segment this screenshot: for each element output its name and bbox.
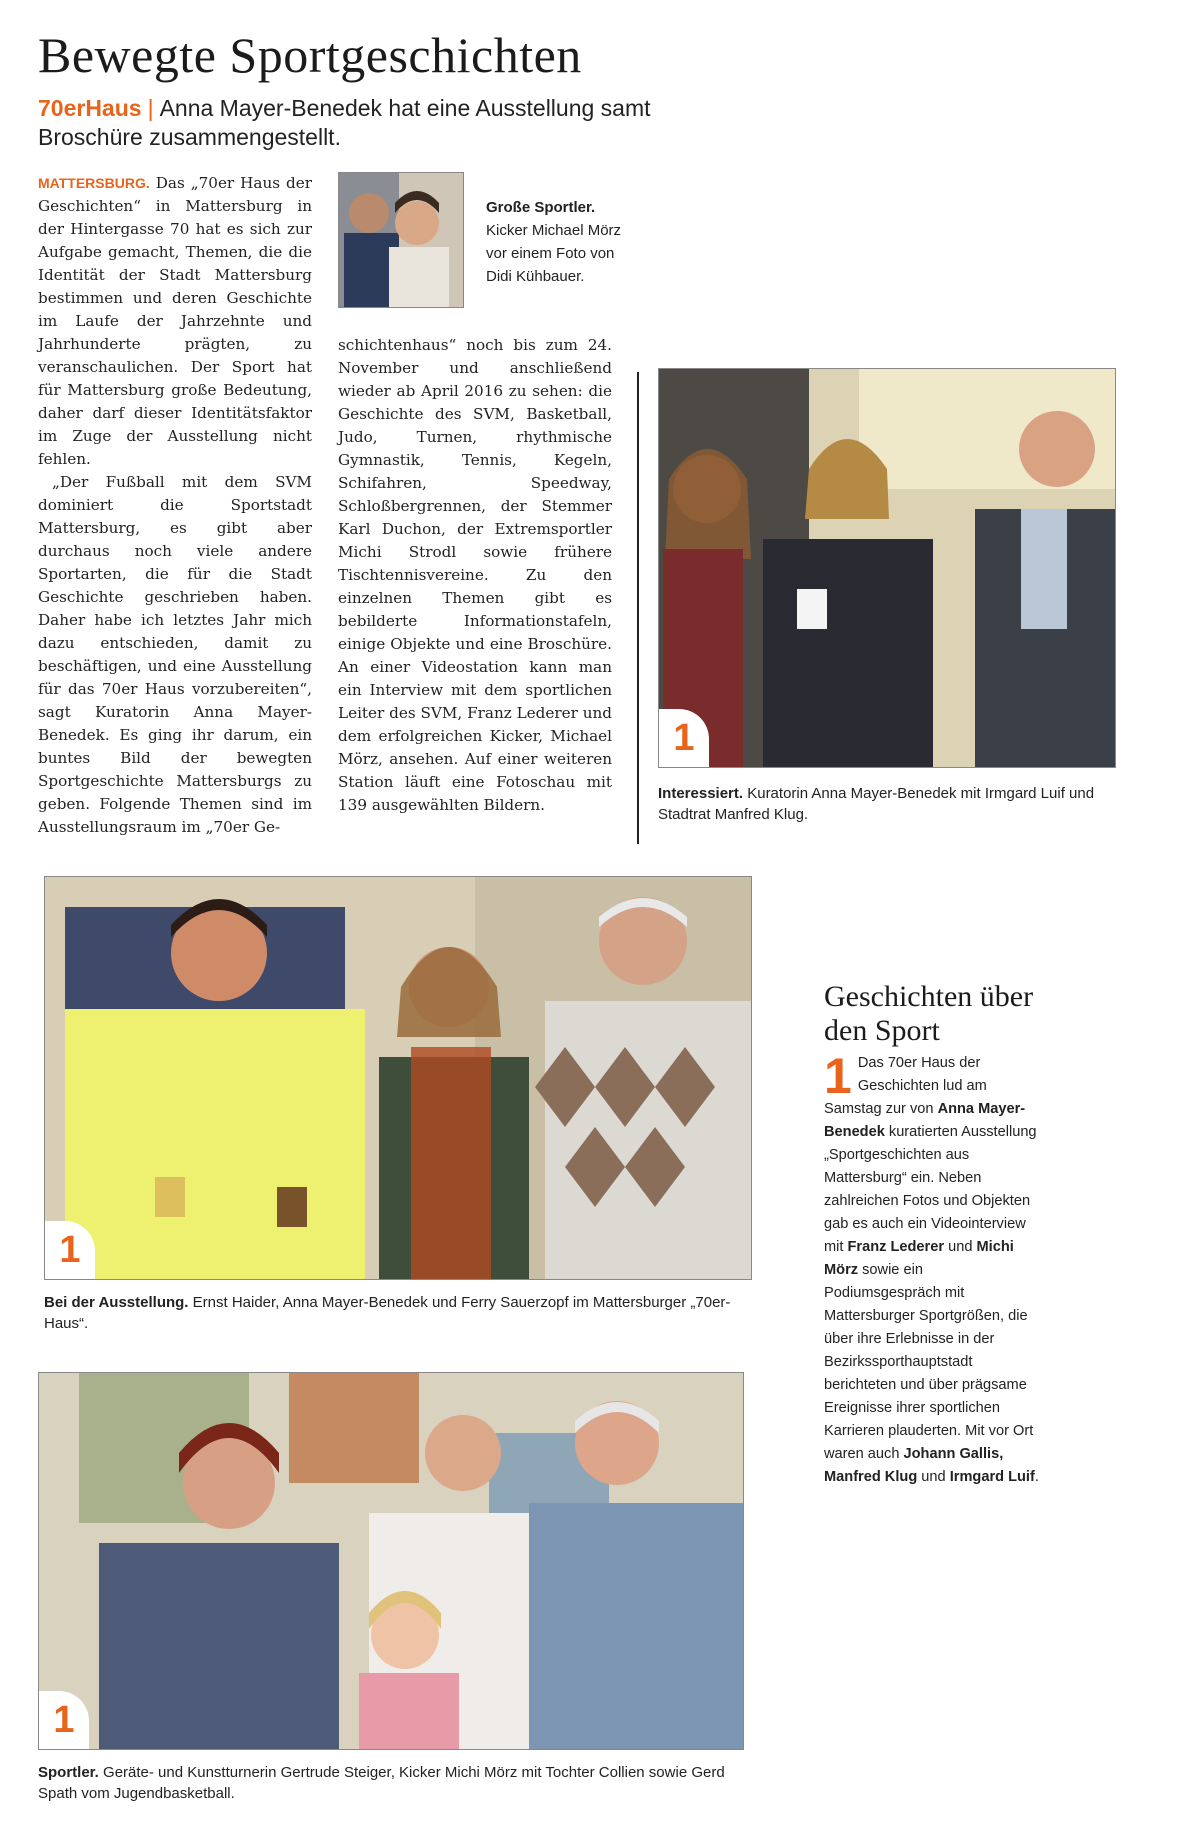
article-paragraph-2: „Der Fußball mit dem SVM dominiert die Sportstadt Mattersburg, es gibt aber durchaus noch viele andere Sportarten, die für die Stadt Geschichte geschrieben haben. Daher habe ich letztes Jahr mich dazu entschieden, damit zu beschäftigen, und eine Ausstellung für das 70er Haus vorzubereiten“, sagt Kuratorin Anna Mayer-Benedek. Es ging ihr darum, ein buntes Bild der bewegten Sportgeschichte Mattersburgs zu geben. Folgende Themen sind im Ausstellungsraum im „70er Ge-	[38, 473, 312, 836]
sidebar-name-bold: Irmgard Luif	[949, 1469, 1035, 1485]
article-column-2	[338, 334, 612, 817]
photo-3-caption-text: Geräte- und Kunstturnerin Gertrude Steiger, Kicker Michi Mörz mit Tochter Collien sowie Gerd Spath vom Jugendbasketball.	[38, 1764, 725, 1802]
photo-2-caption-bold: Bei der Ausstellung.	[44, 1294, 189, 1311]
photo-1	[658, 368, 1116, 768]
photo-1-caption	[658, 783, 1128, 825]
subhead-kicker: 70erHaus	[38, 95, 142, 121]
photo-1-badge: 1	[659, 709, 709, 767]
subhead-divider: |	[147, 95, 154, 121]
sidebar-text	[824, 1048, 1042, 1489]
small-photo-caption-text: Kicker Michael Mörz vor einem Foto von Didi Kühbauer.	[486, 222, 622, 285]
subhead	[38, 94, 658, 152]
column-rule	[637, 372, 639, 844]
sidebar-name-bold: Michi Mörz	[824, 1239, 1014, 1278]
photo-2-badge: 1	[45, 1221, 95, 1279]
small-photo-caption-bold: Große Sportler.	[486, 199, 596, 216]
sidebar-name-bold: Franz Lederer	[847, 1239, 945, 1255]
sidebar-text-part: Das 70er Haus der Geschichten lud am Samstag zur von	[824, 1055, 987, 1117]
photo-3-caption	[38, 1762, 758, 1804]
photo-2-image	[45, 877, 751, 1279]
photo-1-image	[659, 369, 1115, 767]
sidebar-text-part: und	[944, 1239, 977, 1255]
photo-1-caption-text: Kuratorin Anna Mayer-Benedek mit Irmgard Luif und Stadtrat Manfred Klug.	[658, 785, 1095, 823]
article-column-1	[38, 172, 312, 839]
headline: Bewegte Sportgeschichten	[38, 27, 582, 83]
photo-2	[44, 876, 752, 1280]
subhead-text: Anna Mayer-Benedek hat eine Ausstellung samt Broschüre zusammengestellt.	[38, 95, 651, 150]
photo-3-badge: 1	[39, 1691, 89, 1749]
sidebar-title: Geschichten über den Sport	[824, 980, 1034, 1047]
sidebar-text-part: und	[917, 1469, 950, 1485]
sidebar-text-part: sowie ein Podiumsgespräch mit Mattersburger Sportgrößen, die über ihre Erlebnisse in der Bezirkssporthauptstadt berichteten und über prägsame Ereignisse ihrer sportlichen Karrieren plauderten. Mit vor Ort waren auch	[824, 1262, 1034, 1462]
sidebar-name-bold: Anna Mayer-Benedek	[824, 1101, 1026, 1140]
photo-3-caption-bold: Sportler.	[38, 1764, 99, 1781]
sidebar-text-part: .	[1034, 1469, 1039, 1485]
photo-3-image	[39, 1373, 743, 1749]
article-paragraph-3: schichtenhaus“ noch bis zum 24. November und anschließend wieder ab April 2016 zu sehen: die Geschichte des SVM, Basketball, Judo, Turnen, rhythmische Gymnastik, Tennis, Kegeln, Schifahren, Speedway, Schloßbergrennen, der Stemmer Karl Duchon, der Extremsportler Michi Strodl sowie frühere Tischtennisvereine. Zu den einzelnen Themen gibt es bebilderte Informationstafeln, einige Objekte und eine Broschüre. An einer Videostation kann man ein Interview mit dem sportlichen Leiter des SVM, Franz Lederer und dem erfolgreichen Kicker, Michael Mörz, ansehen. Auf einer weiteren Station läuft eine Fotoschau mit 139 ausgewählten Bildern.	[338, 336, 612, 814]
photo-2-caption-text: Ernst Haider, Anna Mayer-Benedek und Ferry Sauerzopf im Mattersburger „70er-Haus“.	[44, 1294, 731, 1332]
sidebar-number: 1	[824, 1048, 852, 1104]
sidebar-text-part: kuratierten Ausstellung „Sportgeschichten aus Mattersburg“ ein. Neben zahlreichen Fotos und Objekten gab es auch ein Videointerview mit	[824, 1124, 1037, 1255]
small-photo-caption	[486, 196, 626, 288]
small-photo-moerz	[338, 172, 464, 308]
small-photo-image	[339, 173, 463, 307]
photo-2-caption	[44, 1292, 744, 1334]
photo-1-caption-bold: Interessiert.	[658, 785, 744, 802]
photo-3	[38, 1372, 744, 1750]
article-dateline: MATTERSBURG.	[38, 175, 150, 191]
article-paragraph-1: Das „70er Haus der Geschichten“ in Mattersburg in der Hintergasse 70 hat es sich zur Aufgabe gemacht, Themen, die die Identität der Stadt Mattersburg bestimmen und deren Geschichte im Laufe der Jahrzehnte und Jahrhunderte prägten, zu veranschaulichen. Der Sport hat für Mattersburg große Bedeutung, daher darf dieser Identitätsfaktor im Zuge der Ausstellung nicht fehlen.	[38, 174, 313, 468]
sidebar-name-bold: Johann Gallis, Manfred Klug	[824, 1446, 1004, 1485]
